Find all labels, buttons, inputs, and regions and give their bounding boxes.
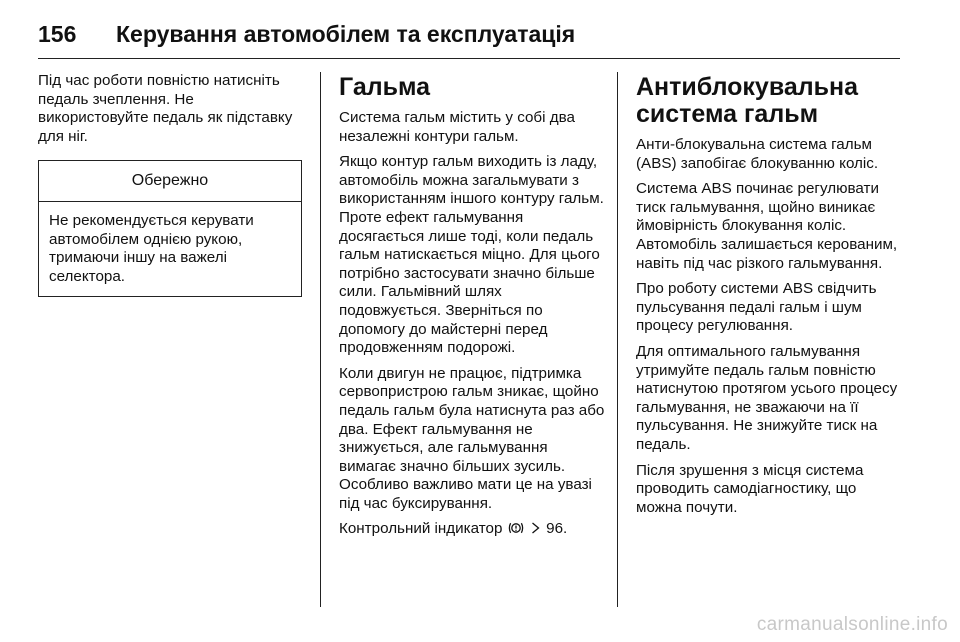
brakes-paragraph-3: Коли двигун не працює, підтримка сервопристрою гальм зникає, щойно педаль гальм була натиснута раз або два. Ефект гальмування не знижується, але гальмування вимагає значно більших зусиль. Особливо важливо мати це на увазі під час буксирування. — [339, 364, 605, 512]
column-middle — [339, 72, 607, 546]
brakes-paragraph-1: Система гальм містить у собі два незалежні контури гальм. — [339, 109, 575, 145]
page-reference-arrow-icon — [531, 522, 540, 534]
warning-text: Не рекомендується керувати автомобілем однією рукою, тримаючи іншу на важелі селектора. — [49, 211, 254, 285]
column-divider — [617, 72, 618, 607]
column-divider — [320, 72, 321, 607]
abs-paragraph-2: Система ABS починає регулювати тиск гальмування, щойно виникає ймовірність блокування коліс. Автомобіль залишається керованим, навіть під час різкого гальмування. — [636, 180, 898, 272]
abs-paragraph-5: Після зрушення з місця система проводить самодіагностику, що можна почути. — [636, 461, 864, 516]
page-title: Керування автомобілем та експлуатація — [116, 21, 576, 47]
page-number: 156 — [38, 21, 77, 47]
abs-paragraph-3: Про роботу системи ABS свідчить пульсування педалі гальм і шум процесу регулювання. — [636, 280, 877, 335]
page-header — [38, 18, 900, 59]
watermark: carmanualsonline.info — [756, 614, 948, 635]
page-reference[interactable]: 96. — [546, 520, 568, 538]
clutch-paragraph: Під час роботи повністю натисніть педаль зчеплення. Не використовуйте педаль як підставку для ніг. — [38, 72, 293, 145]
abs-paragraph-4: Для оптимального гальмування утримуйте педаль гальм повністю натиснутою протягом усього процесу гальмування, не зважаючи на її пульсування. Не знижуйте тиск на педаль. — [636, 342, 898, 453]
column-left — [38, 72, 306, 297]
warning-box — [38, 160, 302, 297]
column-right — [636, 72, 906, 524]
brake-warning-icon — [507, 521, 525, 535]
abs-paragraph-1: Анти-блокувальна система гальм (ABS) запобігає блокуванню коліс. — [636, 136, 879, 172]
indicator-label: Контрольний індикатор — [339, 520, 503, 538]
brakes-paragraph-2: Якщо контур гальм виходить із ладу, автомобіль можна загальмувати з використанням іншого контуру гальм. Проте ефект гальмування досягається лише тоді, коли педаль гальм натискається міцно. Для цього потрібно застосувати значно більше сили. Гальмівний шлях подовжується. Зверніться по допомогу до майстерні перед продовженням подорожі. — [339, 153, 604, 357]
section-heading-abs: Антиблокувальна система гальм — [636, 73, 859, 128]
brakes-paragraph-4 — [339, 520, 607, 539]
section-heading-brakes: Гальма — [339, 73, 431, 101]
warning-title: Обережно — [39, 161, 301, 202]
